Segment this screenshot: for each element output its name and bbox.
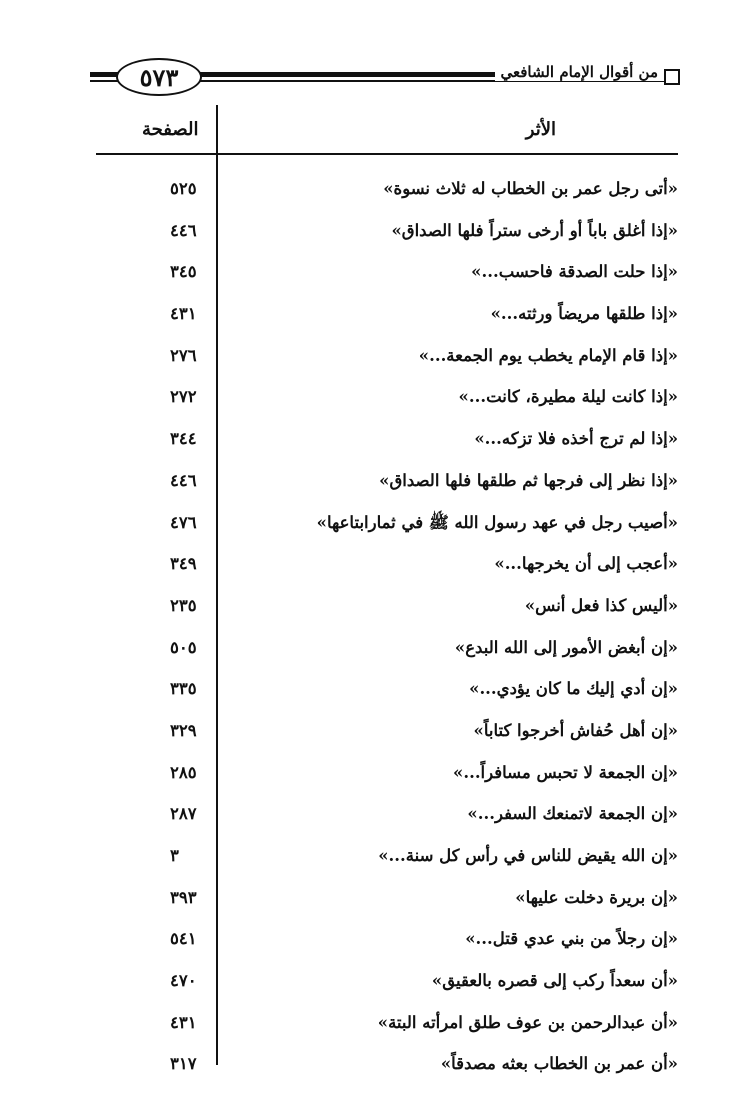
page-ref: ٤٤٦ xyxy=(170,470,197,490)
page-ref: ٥٢٥ xyxy=(170,179,197,198)
column-header-page: الصفحة xyxy=(142,119,199,140)
athar-text: «إذا لم ترج أخذه فلا تزكه...» xyxy=(474,429,678,449)
table-row xyxy=(96,381,678,423)
table-row xyxy=(96,798,678,840)
running-header xyxy=(90,50,680,100)
table-row xyxy=(96,1048,678,1090)
table-row xyxy=(96,1007,678,1049)
table-row xyxy=(96,965,678,1007)
athar-text: «أصيب رجل في عهد رسول الله ﷺ في ثمارابتاعها» xyxy=(316,512,678,532)
athar-text: «إن أهل حُفاش أخرجوا كتاباً» xyxy=(473,720,678,740)
athar-text: «إن الجمعة لا تحبس مسافراً...» xyxy=(453,762,678,782)
table-row xyxy=(96,298,678,340)
athar-text: «إن الله يقيض للناس في رأس كل سنة...» xyxy=(378,846,678,865)
page-ref: ٢٣٥ xyxy=(170,595,197,615)
page-ref: ٣٣٥ xyxy=(170,679,197,699)
athar-text: «إذا كانت ليلة مطيرة، كانت...» xyxy=(458,387,678,407)
table-row xyxy=(96,882,678,924)
table-row xyxy=(96,715,678,757)
page-ref: ٣ xyxy=(170,846,179,865)
page-ref: ٣١٧ xyxy=(170,1054,197,1074)
table-row xyxy=(96,215,678,257)
page-ref: ٢٨٥ xyxy=(170,762,197,782)
page-ref: ٤٣١ xyxy=(170,304,197,324)
page-ref: ٢٨٧ xyxy=(170,804,197,824)
page-ref: ٤٤٦ xyxy=(170,220,197,240)
table-row xyxy=(96,340,678,382)
page-ref: ٤٧٠ xyxy=(170,971,197,991)
running-title: من أقوال الإمام الشافعي xyxy=(495,63,665,81)
athar-text: «أن عبدالرحمن بن عوف طلق امرأته البتة» xyxy=(377,1012,678,1032)
athar-text: «إذا حلت الصدقة فاحسب...» xyxy=(471,262,678,282)
index-table xyxy=(96,105,678,1074)
page-ref: ٥٠٥ xyxy=(170,637,197,657)
athar-text: «أليس كذا فعل أنس» xyxy=(524,595,678,615)
page-ref: ٤٧٦ xyxy=(170,512,197,532)
header-divider xyxy=(96,153,678,155)
athar-text: «أعجب إلى أن يخرجها...» xyxy=(494,554,678,574)
athar-text: «إن رجلاً من بني عدي قتل...» xyxy=(465,929,678,949)
athar-text: «إن أبغض الأمور إلى الله البدع» xyxy=(454,637,678,657)
athar-text: «إن أدي إليك ما كان يؤدي...» xyxy=(469,679,678,699)
table-row xyxy=(96,423,678,465)
page-ref: ٢٧٦ xyxy=(170,345,197,365)
athar-text: «أن سعداً ركب إلى قصره بالعقيق» xyxy=(431,971,678,991)
athar-text: «أن عمر بن الخطاب بعثه مصدقاً» xyxy=(440,1054,678,1074)
table-row xyxy=(96,840,678,882)
page-number: ٥٧٣ xyxy=(116,58,202,96)
page-ref: ٣٩٣ xyxy=(170,887,197,907)
table-row xyxy=(96,590,678,632)
table-row xyxy=(96,923,678,965)
table-row xyxy=(96,757,678,799)
athar-text: «إذا قام الإمام يخطب يوم الجمعة...» xyxy=(418,345,678,365)
table-row xyxy=(96,507,678,549)
athar-text: «إن بريرة دخلت عليها» xyxy=(515,887,678,907)
page-ref: ٥٤١ xyxy=(170,929,197,949)
table-row xyxy=(96,548,678,590)
athar-text: «إذا نظر إلى فرجها ثم طلقها فلها الصداق» xyxy=(379,470,678,490)
athar-text: «إذا طلقها مريضاً ورثته...» xyxy=(490,304,678,324)
column-header-athar: الأثر xyxy=(525,119,556,140)
page-ref: ٤٣١ xyxy=(170,1012,197,1032)
table-row xyxy=(96,173,678,215)
page-ref: ٣٢٩ xyxy=(170,720,197,740)
table-row xyxy=(96,465,678,507)
page-ref: ٣٤٩ xyxy=(170,554,197,574)
table-row xyxy=(96,673,678,715)
athar-text: «إذا أغلق باباً أو أرخى ستراً فلها الصداق» xyxy=(391,220,678,240)
page-ref: ٢٧٢ xyxy=(170,387,197,407)
table-row xyxy=(96,632,678,674)
page-ref: ٣٤٤ xyxy=(170,429,197,449)
table-rows xyxy=(96,173,678,1090)
square-ornament-icon xyxy=(664,69,680,85)
page-ref: ٣٤٥ xyxy=(170,262,197,282)
athar-text: «إن الجمعة لاتمنعك السفر...» xyxy=(467,804,678,824)
athar-text: «أتى رجل عمر بن الخطاب له ثلاث نسوة» xyxy=(383,179,678,198)
table-row xyxy=(96,256,678,298)
